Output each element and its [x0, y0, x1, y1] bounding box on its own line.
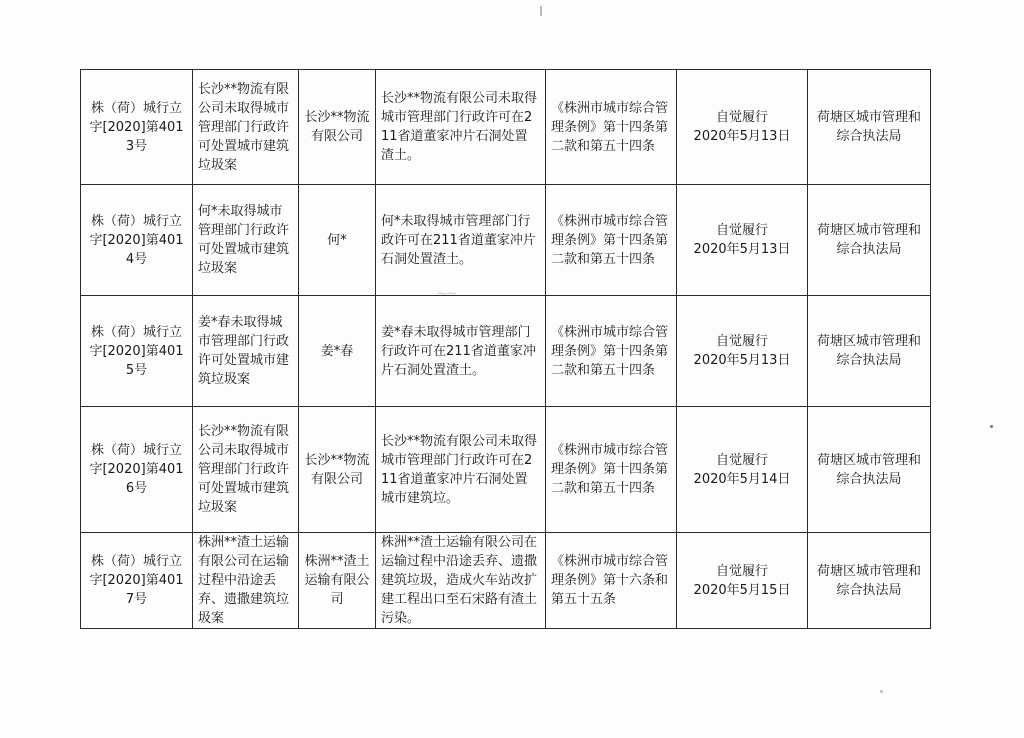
- result-cell: 自觉履行 2020年5月13日: [677, 296, 808, 407]
- result-cell: 自觉履行 2020年5月14日: [677, 407, 808, 533]
- case-number-cell: 株（荷）城行立字[2020]第4014号: [81, 185, 193, 296]
- legal-basis-cell: 《株洲市城市综合管理条例》第十四条第二款和第五十四条: [546, 70, 677, 185]
- table-row: [81, 185, 931, 296]
- violation-facts-cell: 株洲**渣土运输有限公司在运输过程中沿途丢弃、遗撒建筑垃圾，造成火车站改扩建工程出口至石宋路有渣土污染。: [376, 533, 546, 629]
- result-cell: 自觉履行 2020年5月13日: [677, 70, 808, 185]
- violation-facts-cell: 姜*春未取得城市管理部门行政许可在211省道董家冲片石洞处置渣土。: [376, 296, 546, 407]
- case-name-cell: 长沙**物流有限公司未取得城市管理部门行政许可处置城市建筑垃圾案: [193, 407, 299, 533]
- case-name-cell: 长沙**物流有限公司未取得城市管理部门行政许可处置城市建筑垃圾案: [193, 70, 299, 185]
- table-row: [81, 70, 931, 185]
- authority-cell: 荷塘区城市管理和综合执法局: [808, 296, 931, 407]
- case-number-cell: 株（荷）城行立字[2020]第4013号: [81, 70, 193, 185]
- table-row: [81, 407, 931, 533]
- case-number-cell: 株（荷）城行立字[2020]第4016号: [81, 407, 193, 533]
- legal-basis-cell: 《株洲市城市综合管理条例》第十四条第二款和第五十四条: [546, 185, 677, 296]
- stamp-smudge: ~~: [436, 286, 456, 302]
- case-name-cell: 株洲**渣土运输有限公司在运输过程中沿途丢弃、遗撒建筑垃圾案: [193, 533, 299, 629]
- scan-mark: [540, 6, 542, 16]
- table-row: [81, 296, 931, 407]
- violation-facts-cell: 何*未取得城市管理部门行政许可在211省道董家冲片石洞处置渣土。: [376, 185, 546, 296]
- party-cell: 长沙**物流有限公司: [299, 407, 376, 533]
- table-row: [81, 533, 931, 629]
- legal-basis-cell: 《株洲市城市综合管理条例》第十四条第二款和第五十四条: [546, 296, 677, 407]
- party-cell: 何*: [299, 185, 376, 296]
- violation-facts-cell: 长沙**物流有限公司未取得城市管理部门行政许可在211省道董家冲片石洞处置渣土。: [376, 70, 546, 185]
- result-cell: 自觉履行 2020年5月13日: [677, 185, 808, 296]
- scan-dot: [990, 425, 993, 428]
- legal-basis-cell: 《株洲市城市综合管理条例》第十六条和第五十五条: [546, 533, 677, 629]
- party-cell: 株洲**渣土运输有限公司: [299, 533, 376, 629]
- authority-cell: 荷塘区城市管理和综合执法局: [808, 185, 931, 296]
- case-records-table: [80, 69, 931, 629]
- authority-cell: 荷塘区城市管理和综合执法局: [808, 407, 931, 533]
- legal-basis-cell: 《株洲市城市综合管理条例》第十四条第二款和第五十四条: [546, 407, 677, 533]
- result-cell: 自觉履行 2020年5月15日: [677, 533, 808, 629]
- violation-facts-cell: 长沙**物流有限公司未取得城市管理部门行政许可在211省道董家冲片石洞处置城市建筑垃。: [376, 407, 546, 533]
- case-number-cell: 株（荷）城行立字[2020]第4015号: [81, 296, 193, 407]
- authority-cell: 荷塘区城市管理和综合执法局: [808, 533, 931, 629]
- case-number-cell: 株（荷）城行立字[2020]第4017号: [81, 533, 193, 629]
- party-cell: 长沙**物流有限公司: [299, 70, 376, 185]
- case-name-cell: 姜*春未取得城市管理部门行政许可处置城市建筑垃圾案: [193, 296, 299, 407]
- authority-cell: 荷塘区城市管理和综合执法局: [808, 70, 931, 185]
- scan-dot: [880, 690, 883, 693]
- party-cell: 姜*春: [299, 296, 376, 407]
- case-name-cell: 何*未取得城市管理部门行政许可处置城市建筑垃圾案: [193, 185, 299, 296]
